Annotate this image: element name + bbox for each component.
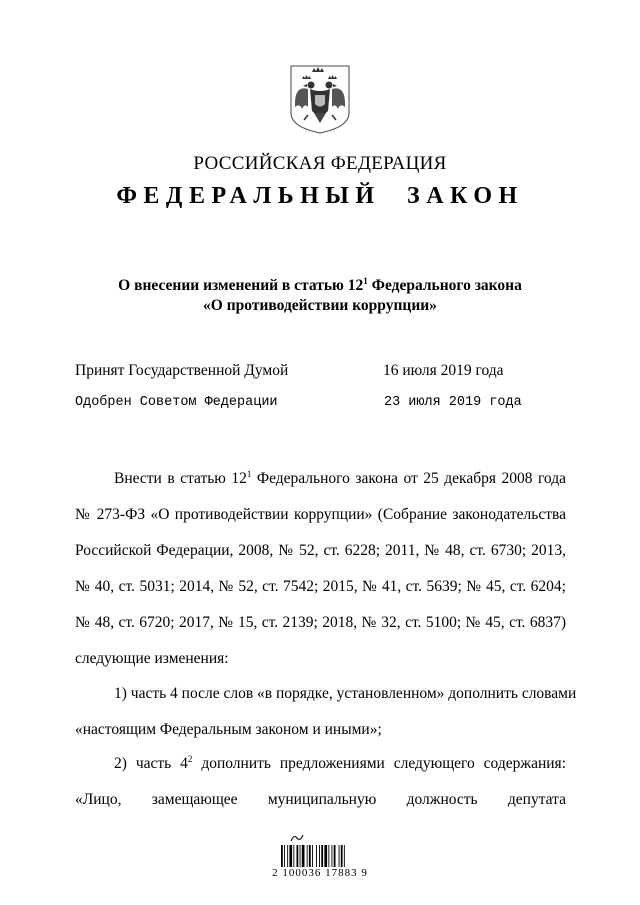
council-approval-label: Одобрен Советом Федерации: [75, 395, 278, 410]
document-mark-icon: [290, 833, 304, 843]
law-title-line-2: «О противодействии коррупции»: [203, 297, 437, 314]
council-approval-date: 23 июля 2019 года: [384, 395, 522, 410]
duma-adoption-date: 16 июля 2019 года: [383, 362, 504, 379]
body-line: № 273-ФЗ «О противодействии коррупции» (Собрание законодательства: [75, 506, 566, 523]
body-line: № 48, ст. 6720; 2017, № 15, ст. 2139; 2018, № 32, ст. 5100; № 45, ст. 6837): [75, 614, 566, 631]
russian-coat-of-arms-icon: [288, 63, 352, 135]
body-line: № 40, ст. 5031; 2014, № 52, ст. 7542; 2015, № 41, ст. 5639; № 45, ст. 6204;: [75, 578, 566, 595]
body-line: «настоящим Федеральным законом и иными»;: [75, 721, 382, 738]
body-line: следующие изменения:: [75, 650, 229, 667]
barcode-number: 2 100036 17883 9: [272, 867, 368, 879]
body-line: 1) часть 4 после слов «в порядке, установленном» дополнить словами: [114, 685, 577, 702]
duma-adoption-label: Принят Государственной Думой: [75, 362, 289, 379]
country-name: РОССИЙСКАЯ ФЕДЕРАЦИЯ: [193, 153, 447, 174]
body-line: Внести в статью $12^1$ Федерального закона от 25 декабря 2008 года: [114, 468, 566, 487]
body-line: Российской Федерации, 2008, № 52, ст. 6228; 2011, № 48, ст. 6730; 2013,: [75, 542, 566, 559]
law-title: [60, 276, 580, 316]
body-line: 2) часть $4^2$ дополнить предложениями следующего содержания:: [114, 753, 566, 772]
law-title-line-1: О внесении изменений в статью $12^1$ Федерального закона: [118, 275, 522, 294]
barcode-icon: [281, 845, 359, 867]
body-line: «Лицо, замещающее муниципальную должность депутата: [75, 791, 566, 808]
document-type: ФЕДЕРАЛЬНЫЙ ЗАКОН: [116, 183, 524, 209]
